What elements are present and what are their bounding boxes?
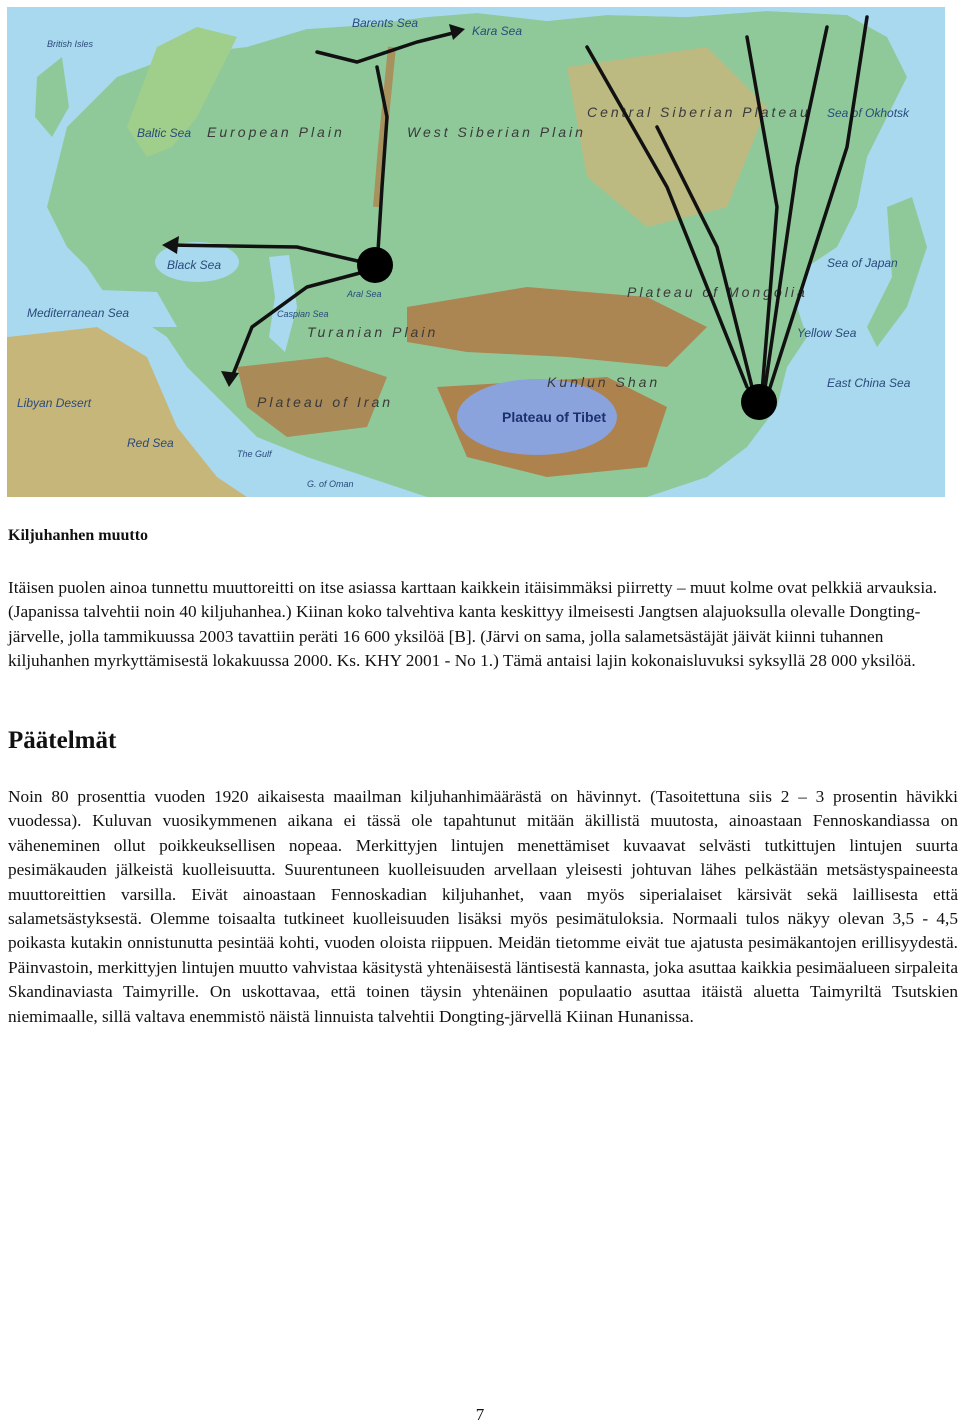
label-turanian-plain: Turanian Plain [307,324,439,340]
intro-paragraph: Itäisen puolen ainoa tunnettu muuttoreitti on itse asiassa karttaan kaikkein itäisimmäksi piirretty – muut kolme ovat pelkkiä arvauksia. (Japanissa talvehtii noin 40 kiljuhanhea.) Kiinan koko talvehtiva kanta keskittyy ilmeisesti Jangtsen alajuoksulla olevalle Dongting-järvelle, jolla tammikuussa 2003 tavattiin peräti 16 600 yksilöä [B]. (Järvi on sama, jolla salametsästäjät jäivät kiinni tuhannen kiljuhanhen myrkyttämisestä lokakuussa 2000. Ks. KHY 2001 - No 1.) Tämä antaisi lajin kokonaisluvuksi syksyllä 28 000 yksilöä. [8,578,938,671]
label-plateau-of-mongolia: Plateau of Mongolia [627,284,808,300]
section-title: Kiljuhanhen muutto [8,527,149,544]
label-baltic-sea: Baltic Sea [137,126,192,140]
label-aral-sea: Aral Sea [347,289,382,299]
label-barents-sea: Barents Sea [352,16,419,30]
label-sea-of-japan: Sea of Japan [827,256,898,270]
label-european-plain: European Plain [207,124,345,140]
route-node-west [357,247,393,283]
page-number: 7 [475,1405,485,1424]
label-red-sea: Red Sea [127,436,174,450]
label-kunlun-shan: Kunlun Shan [547,374,661,390]
label-plateau-of-tibet: Plateau of Tibet [502,409,606,425]
label-kara-sea: Kara Sea [472,24,523,38]
label-black-sea: Black Sea [167,258,222,272]
label-the-gulf: The Gulf [237,449,272,459]
label-british-isles: British Isles [47,39,94,49]
route-node-east [741,384,777,420]
conclusions-paragraph: Noin 80 prosenttia vuoden 1920 aikaisesta maailman kiljuhanhimäärästä on hävinnyt. (Tasoitettuna siis 2 – 3 prosentin hävikki vuodessa). Kuluvan vuosikymmenen aikana ei tässä ole tapahtunut mitään äkillistä muutosta, ainoastaan Fennoskandiassa on väheneminen ollut poikkeuksellisen nopeaa. Merkittyjen lintujen menettämiset kuvaavat selvästi tutkittujen lintujen suurta pesimäkauden jälkeistä kuolleisuutta. Suurentuneen kuolleisuuden arvellaan yleisesti johtuvan lähes pelkästään metsästyspaineesta muuttoreittien varsilla. Eivät ainoastaan Fennoskadian kiljuhanhet, vaan myös siperialaiset kärsivät sekä laillisesta että salametsästyksestä. Olemme toisaalta tutkineet kuolleisuuden lisäksi myös pesimätuloksia. Normaali tulos näkyy olevan 3,5 - 4,5 poikasta kutakin onnistunutta pesintää kohti, vuoden oloista riippuen. Meidän tietomme eivät tue ajatusta pesimäkantojen erillisyydestä. Päinvastoin, merkittyjen lintujen muutto vahvistaa käsitystä yhtenäisestä läntisestä kannasta, joka asuttaa kaikkia pesimäalueen sirpaleita Skandinaviasta Taimyrille. On uskottavaa, että toinen täysin yhtenäinen populaatio asuttaa itäistä aluetta Taimyriltä Tsutskien niemimaalle, sillä valtava enemmistö näistä linnuista talvehtii Dongting-järvellä Kiinan Hunanissa. [8,787,958,1026]
migration-map [7,7,945,497]
label-mediterranean: Mediterranean Sea [27,306,130,320]
label-libyan-desert: Libyan Desert [17,396,92,410]
map-graphic [7,7,945,497]
label-gulf-of-oman: G. of Oman [307,479,354,489]
label-sea-of-okhotsk: Sea of Okhotsk [827,106,910,120]
label-west-siberian-plain: West Siberian Plain [407,124,586,140]
conclusions-title: Päätelmät [8,727,117,754]
label-plateau-of-iran: Plateau of Iran [257,394,394,410]
label-yellow-sea: Yellow Sea [797,326,857,340]
label-central-siberian-plateau: Central Siberian Plateau [587,104,811,120]
label-caspian-sea: Caspian Sea [277,309,329,319]
label-east-china-sea: East China Sea [827,376,911,390]
